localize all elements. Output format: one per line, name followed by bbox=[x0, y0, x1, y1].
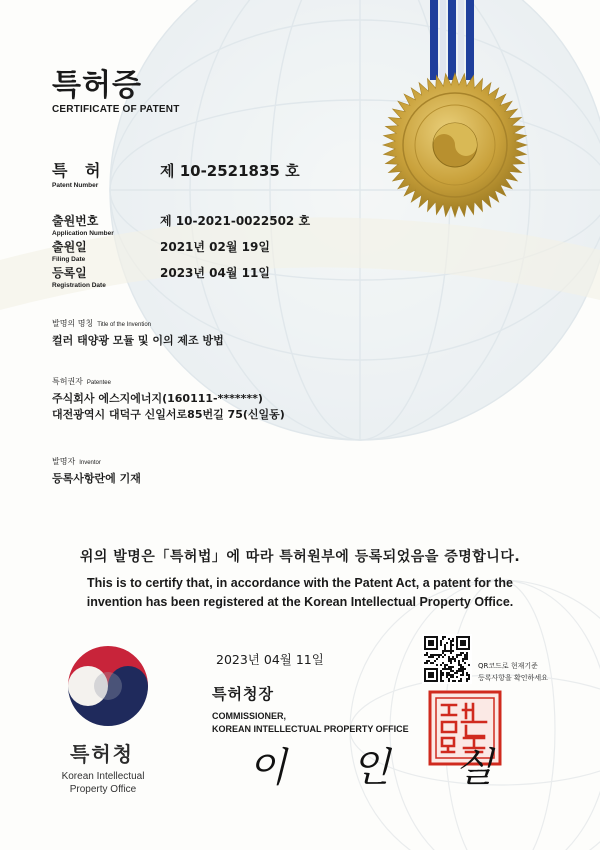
qr-note-line2: 등록사항을 확인하세요 bbox=[478, 674, 548, 682]
application-number-label bbox=[52, 212, 114, 237]
registration-date-label bbox=[52, 264, 106, 289]
application-number-label-en: Application Number bbox=[52, 230, 114, 237]
inventor-label bbox=[52, 456, 141, 467]
application-number-value: 제 10-2021-0022502 호 bbox=[160, 214, 311, 228]
patentee-label-en: Patentee bbox=[86, 380, 111, 386]
issue-date: 2023년 04월 11일 bbox=[216, 652, 324, 667]
registration-date-label-ko: 등록일 bbox=[52, 266, 87, 280]
certificate-title-en: CERTIFICATE OF PATENT bbox=[52, 104, 180, 115]
office-name-en-line2: Property Office bbox=[69, 784, 137, 795]
certification-en-line1: This is to certify that, in accordance with the Patent Act, a patent for the bbox=[87, 576, 513, 590]
commissioner-signature: 이 인 실 bbox=[248, 745, 520, 791]
commissioner-title-en bbox=[212, 710, 409, 736]
commissioner-title-ko: 특허청장 bbox=[212, 685, 274, 703]
invention-section bbox=[52, 318, 224, 349]
certificate-title-ko: 특허증 bbox=[52, 68, 142, 103]
filing-date-value: 2021년 02월 19일 bbox=[160, 240, 270, 254]
ribbon bbox=[430, 0, 474, 80]
filing-date-label bbox=[52, 238, 87, 263]
patentee-name: 주식회사 에스지에너지(160111-*******) bbox=[52, 392, 263, 405]
certification-statement-ko: 위의 발명은「특허법」에 따라 특허원부에 등록되었음을 증명합니다. bbox=[79, 549, 521, 565]
invention-label-ko: 발명의 명칭 bbox=[52, 319, 94, 328]
commissioner-title-en-line2: KOREAN INTELLECTUAL PROPERTY OFFICE bbox=[212, 724, 409, 734]
application-number-label-ko: 출원번호 bbox=[52, 214, 99, 228]
patentee-section bbox=[52, 376, 285, 423]
inventor-label-en: Inventor bbox=[79, 460, 101, 466]
office-name-en bbox=[48, 770, 158, 796]
invention-label-en: Title of the Invention bbox=[97, 322, 151, 328]
patent-number-label-en: Patent Number bbox=[52, 182, 99, 189]
invention-label bbox=[52, 318, 224, 329]
patent-number-label-ko: 특 허 bbox=[52, 161, 107, 180]
gold-seal bbox=[383, 73, 527, 217]
patent-number-value: 제 10-2521835 호 bbox=[160, 162, 300, 180]
qr-note-line1: QR코드로 현재기준 bbox=[478, 662, 538, 670]
certification-en-line2: invention has been registered at the Korean Intellectual Property Office. bbox=[86, 595, 514, 609]
office-name-ko: 특허청 bbox=[70, 742, 134, 766]
patent-number-label bbox=[52, 158, 106, 189]
patentee-address: 대전광역시 대덕구 신일서로85번길 75(신일동) bbox=[52, 408, 285, 421]
office-name-en-line1: Korean Intellectual bbox=[61, 771, 145, 782]
patentee-label-ko: 특허권자 bbox=[52, 377, 83, 386]
inventor-section bbox=[52, 456, 141, 487]
certification-statement-en bbox=[0, 574, 600, 612]
qr-note bbox=[478, 660, 548, 684]
qr-code[interactable] bbox=[422, 634, 472, 684]
inventor-label-ko: 발명자 bbox=[52, 457, 76, 466]
patentee-label bbox=[52, 376, 285, 387]
invention-title-value: 컬러 태양광 모듈 및 이의 제조 방법 bbox=[52, 334, 224, 347]
commissioner-title-en-line1: COMMISSIONER, bbox=[212, 711, 287, 721]
kipo-logo bbox=[68, 646, 148, 726]
filing-date-label-ko: 출원일 bbox=[52, 240, 87, 254]
registration-date-label-en: Registration Date bbox=[52, 282, 106, 289]
filing-date-label-en: Filing Date bbox=[52, 256, 86, 263]
inventor-value: 등록사항란에 기재 bbox=[52, 472, 141, 485]
registration-date-value: 2023년 04월 11일 bbox=[160, 266, 270, 280]
